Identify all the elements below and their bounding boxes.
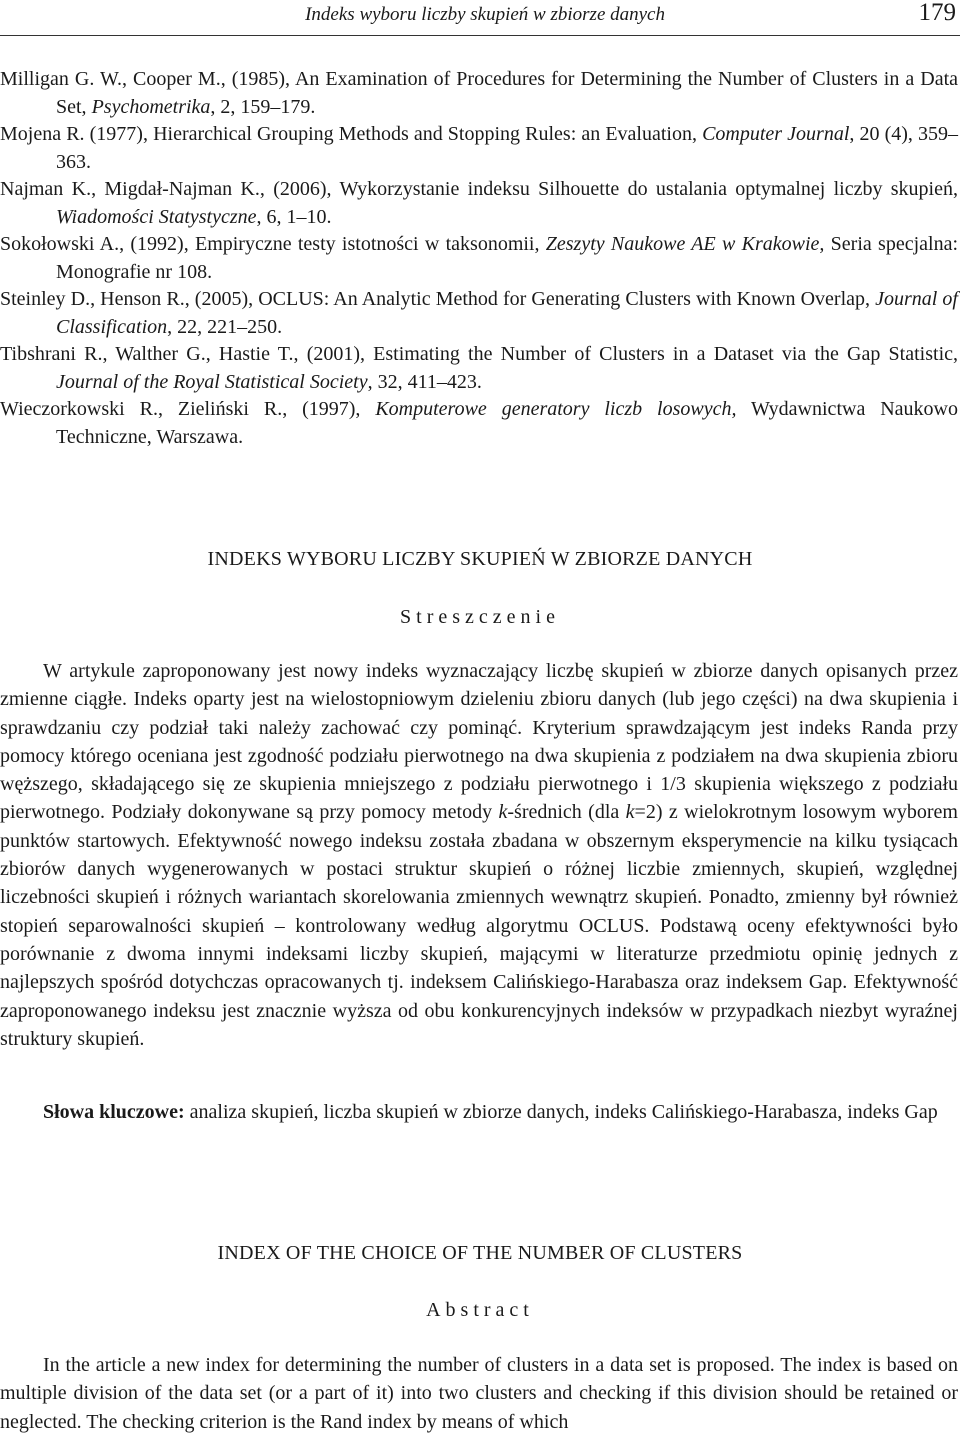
english-abstract	[0, 1351, 958, 1436]
polish-abstract-body: W artykule zaproponowany jest nowy indeks wyznaczający liczbę skupień w zbiorze danych opisanych przez zmienne ciągłe. Indeks oparty jest na wielostopniowym dzieleniu zbioru danych (lub jego części) na dwa skupienia i sprawdzaniu czy podział taki należy zachować czy pominąć. Kryterium sprawdzającym jest indeks Randa przy pomocy którego oceniana jest zgodność podziału pierwotnego na dwa skupienia z podziałem na dwa skupienia zbioru węższego, składającego się ze skupienia mniejszego z podziału pierwotnego i 1/3 skupienia większego z podziału pierwotnego. Podziały dokonywane są przy pomocy metody k-średnich (dla k=2) z wielokrotnym losowym wyborem punktów startowych. Efektywność nowego indeksu została zbadana w obszernym eksperymencie na kilku tysiącach zbiorów danych wygenerowanych w postaci struktur skupień o różnej liczbie zmiennych, skupień, względnej liczebności skupień i różnych wariantach skorelowania zmiennych wewnątrz skupień. Ponadto, zmienny był również stopień separowalności skupień – kontrolowany według algorytmu OCLUS. Podstawą oceny efektywności było porównanie z dwoma innymi indeksami liczby skupień, mającymi w literaturze przedmiotu opinię jednych z najlepszych spośród dotychczas opracowanych tj. indeksem Calińskiego-Harabasza oraz indeksem Gap. Efektywność zaproponowanego indeksu jest znacznie wyższa od obu konkurencyjnych indeksów w przypadkach niezbyt wyraźnej struktury skupień.	[0, 660, 958, 1050]
reference-entry: Milligan G. W., Cooper M., (1985), An Examination of Procedures for Determining the Number of Clusters in a Data Set, Psychometrika, 2, 159–179.	[0, 68, 959, 118]
page-number: 179	[918, 0, 956, 26]
reference-entry: Mojena R. (1977), Hierarchical Grouping Methods and Stopping Rules: an Evaluation, Computer Journal, 20 (4), 359–363.	[0, 123, 959, 173]
reference-entry: Tibshrani R., Walther G., Hastie T., (2001), Estimating the Number of Clusters in a Dataset via the Gap Statistic, Journal of the Royal Statistical Society, 32, 411–423.	[0, 343, 958, 393]
english-abstract-body: In the article a new index for determining the number of clusters in a data set is proposed. The index is based on multiple division of the data set (or a part of it) into two clusters and checking if this division should be retained or neglected. The checking criterion is the Rand index by means of which	[0, 1354, 958, 1433]
reference-entry: Sokołowski A., (1992), Empiryczne testy istotności w taksonomii, Zeszyty Naukowe AE w Krakowie, Seria specjalna: Monografie nr 108.	[0, 233, 959, 283]
english-section-title: INDEX OF THE CHOICE OF THE NUMBER OF CLUSTERS	[217, 1242, 743, 1264]
english-abstract-heading: Abstract	[426, 1299, 534, 1321]
reference-entry: Najman K., Migdał-Najman K., (2006), Wykorzystanie indeksu Silhouette do ustalania optymalnej liczby skupień, Wiadomości Statystyczne, 6, 1–10.	[0, 178, 958, 228]
reference-entry: Wieczorkowski R., Zieliński R., (1997), Komputerowe generatory liczb losowych, Wydawnictwa Naukowo Techniczne, Warszawa.	[0, 398, 958, 448]
polish-section-title: INDEKS WYBORU LICZBY SKUPIEŃ W ZBIORZE DANYCH	[207, 548, 753, 570]
reference-entry: Steinley D., Henson R., (2005), OCLUS: An Analytic Method for Generating Clusters with Known Overlap, Journal of Classification, 22, 221–250.	[0, 288, 958, 338]
keywords-text: analiza skupień, liczba skupień w zbiorze danych, indeks Calińskiego-Harabasza, indeks Gap	[184, 1101, 938, 1123]
polish-abstract	[0, 657, 958, 1053]
keywords-line	[0, 1098, 958, 1126]
header-rule	[0, 35, 960, 36]
reference-list	[0, 66, 958, 451]
running-title: Indeks wyboru liczby skupień w zbiorze danych	[305, 4, 665, 25]
keywords	[0, 1098, 958, 1126]
keywords-label: Słowa kluczowe:	[43, 1101, 185, 1123]
polish-abstract-heading: Streszczenie	[400, 606, 560, 628]
